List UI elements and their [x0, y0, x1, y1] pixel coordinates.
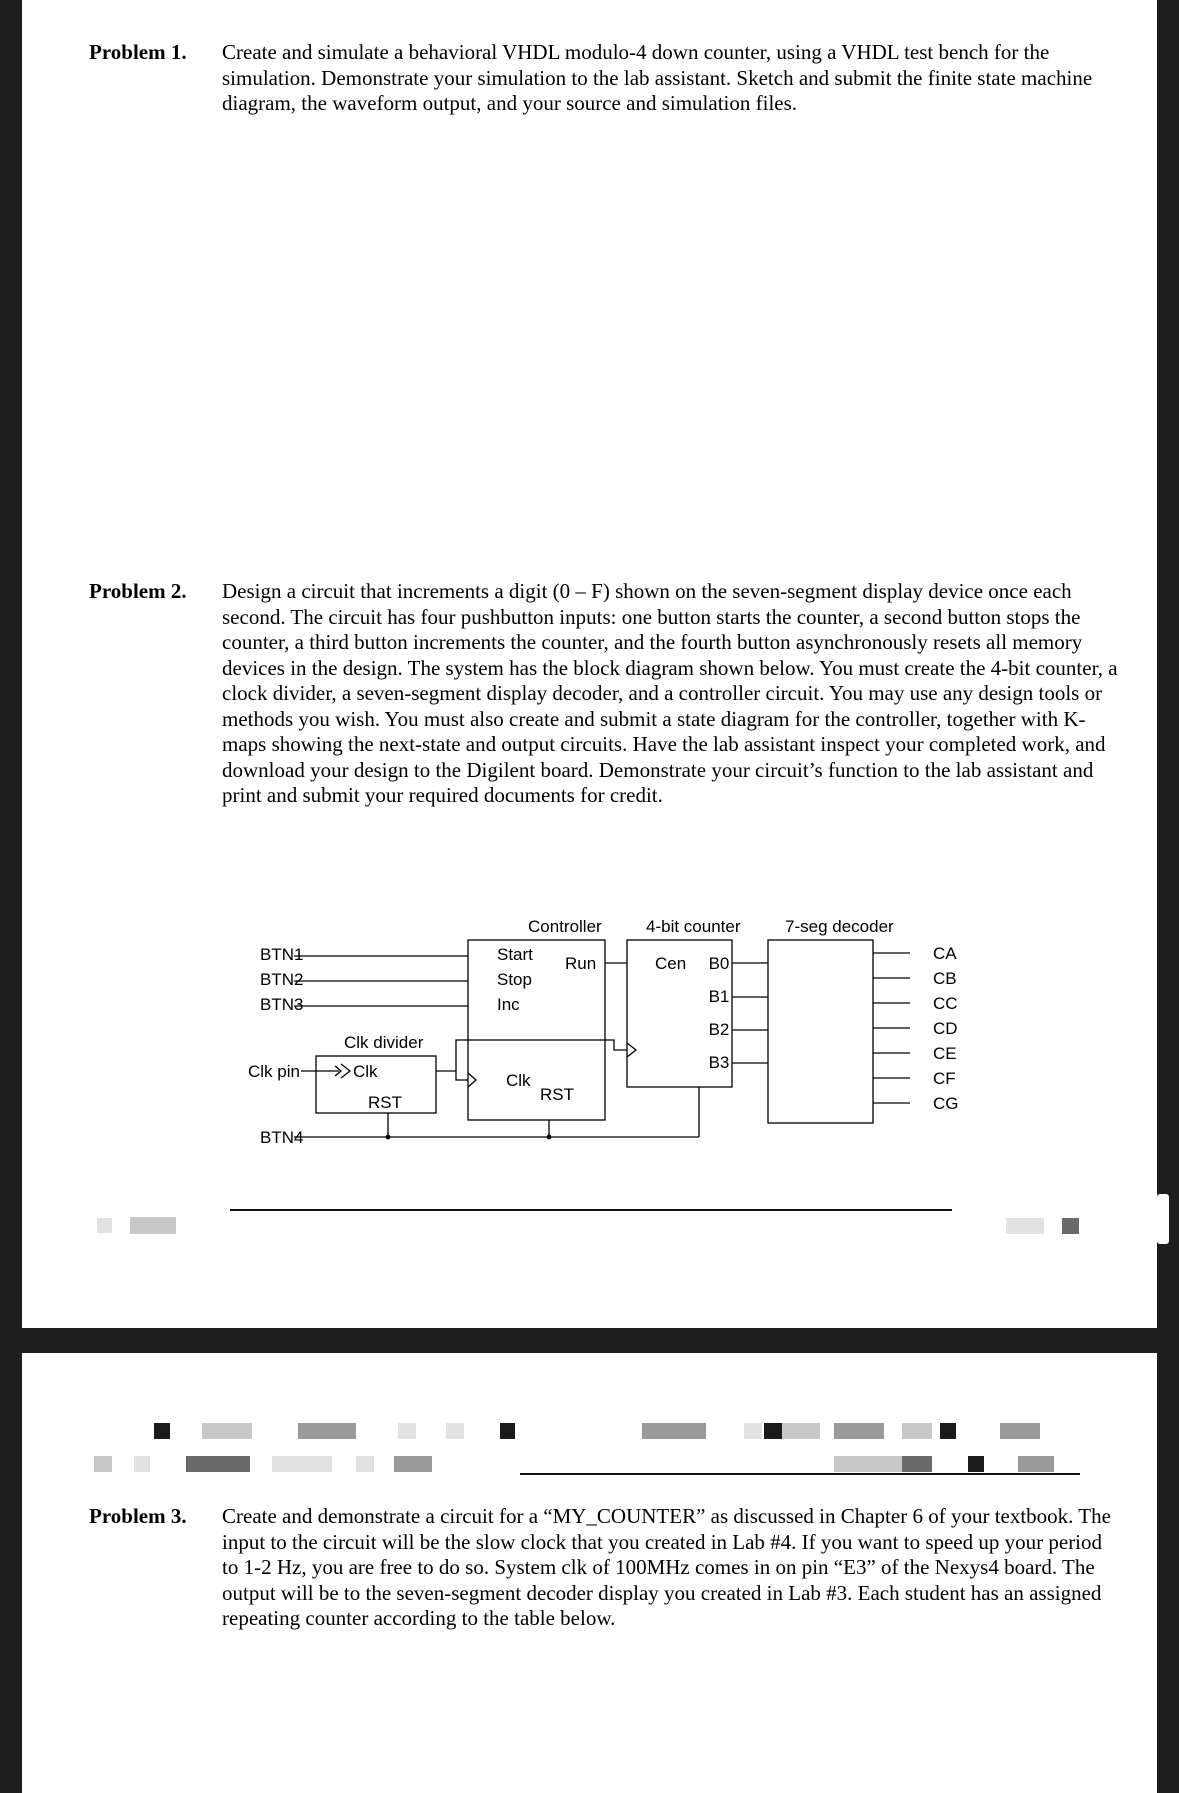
problem-2-label: Problem 2.: [89, 579, 187, 603]
horizontal-rule: [230, 1209, 952, 1211]
segment-cd-label: CD: [933, 1019, 958, 1038]
counter-b2-port: B2: [708, 1020, 730, 1039]
redacted-block: [642, 1423, 706, 1439]
problem-2-text: Design a circuit that increments a digit (0 – F) shown on the seven-segment display device once each second. The circuit has four pushbutton inputs: one button starts the counter, a second button stops the counter, a third button increments the counter, and the fourth button asynchronously resets all memory devices in the design. The system has the block diagram shown below. You must create the 4-bit counter, a clock divider, a seven-segment display decoder, and a controller circuit. You may use any design tools or methods you wish. You must also create and submit a state diagram for the controller, together with K-maps showing the next-state and output circuits. Have the lab assistant inspect your completed work, and download your design to the Digilent board. Demonstrate your circuit’s function to the lab assistant and print and submit your required documents for credit.: [222, 579, 1118, 807]
segment-cc-label: CC: [933, 994, 958, 1013]
segment-cf-label: CF: [933, 1069, 956, 1088]
btn3-label: BTN3: [260, 995, 304, 1014]
redacted-block: [298, 1423, 356, 1439]
problem-1-label: Problem 1.: [89, 40, 187, 64]
decoder-title: 7-seg decoder: [785, 917, 894, 936]
redacted-block: [202, 1423, 252, 1439]
redacted-block: [1006, 1218, 1044, 1234]
redacted-block: [764, 1423, 782, 1439]
redacted-block: [446, 1423, 464, 1439]
redacted-block: [97, 1218, 112, 1233]
segment-ca-label: CA: [933, 944, 957, 963]
segment-cg-label: CG: [933, 1094, 959, 1113]
controller-inc-port: Inc: [497, 995, 520, 1014]
btn1-label: BTN1: [260, 945, 304, 964]
redacted-block: [744, 1423, 762, 1439]
segment-ce-label: CE: [933, 1044, 957, 1063]
redacted-block: [968, 1456, 984, 1472]
redacted-block: [1062, 1218, 1079, 1234]
counter-b1-port: B1: [708, 987, 730, 1006]
problem-1-text: Create and simulate a behavioral VHDL modulo-4 down counter, using a VHDL test bench for the simulation. Demonstrate your simulation to the lab assistant. Sketch and submit the finite state machine diagram, the waveform output, and your source and simulation files.: [222, 40, 1093, 115]
problem-3-label: Problem 3.: [89, 1504, 187, 1528]
redacted-block: [834, 1423, 884, 1439]
redacted-block: [782, 1423, 820, 1439]
problem-3-text: Create and demonstrate a circuit for a “MY_COUNTER” as discussed in Chapter 6 of your textbook. The input to the circuit will be the slow clock that you created in Lab #4. If you want to speed up your period to 1-2 Hz, you are free to do so. System clk of 100MHz comes in on pin “E3” of the Nexys4 board. The output will be to the seven-segment decoder display you created in Lab #3. Each student has an assigned repeating counter according to the table below.: [222, 1504, 1111, 1630]
page-1: [22, 0, 1157, 1328]
block-diagram: [22, 0, 1157, 1328]
redacted-block: [186, 1456, 250, 1472]
redacted-block: [500, 1423, 515, 1439]
scrollbar-thumb[interactable]: [1157, 1194, 1169, 1244]
redacted-block: [1018, 1456, 1054, 1472]
redacted-block: [134, 1456, 150, 1472]
counter-b0-port: B0: [708, 954, 730, 973]
divider-rst-port: RST: [368, 1093, 402, 1112]
controller-rst-port: RST: [540, 1085, 574, 1104]
redacted-block: [154, 1423, 170, 1439]
controller-run-port: Run: [565, 954, 597, 973]
segment-cb-label: CB: [933, 969, 957, 988]
counter-cen-port: Cen: [655, 954, 687, 973]
redacted-block: [272, 1456, 332, 1472]
redacted-block: [94, 1456, 112, 1472]
controller-start-port: Start: [497, 945, 533, 964]
controller-clk-port: Clk: [506, 1071, 531, 1090]
clk-pin-label: Clk pin: [248, 1062, 300, 1081]
controller-title: Controller: [528, 917, 602, 936]
counter-b3-port: B3: [708, 1053, 730, 1072]
redacted-block: [130, 1217, 176, 1234]
controller-stop-port: Stop: [497, 970, 532, 989]
redacted-block: [940, 1423, 956, 1439]
redacted-block: [394, 1456, 432, 1472]
redacted-block: [398, 1423, 416, 1439]
redacted-block: [356, 1456, 374, 1472]
horizontal-rule: [520, 1473, 1080, 1475]
clk-divider-title: Clk divider: [344, 1033, 424, 1052]
counter-title: 4-bit counter: [646, 917, 741, 936]
redacted-block: [902, 1456, 932, 1472]
divider-clk-port: Clk: [353, 1062, 378, 1081]
btn2-label: BTN2: [260, 970, 304, 989]
redacted-block: [902, 1423, 932, 1439]
btn4-label: BTN4: [260, 1128, 304, 1147]
redacted-block: [1000, 1423, 1040, 1439]
decoder-block: [768, 940, 873, 1123]
